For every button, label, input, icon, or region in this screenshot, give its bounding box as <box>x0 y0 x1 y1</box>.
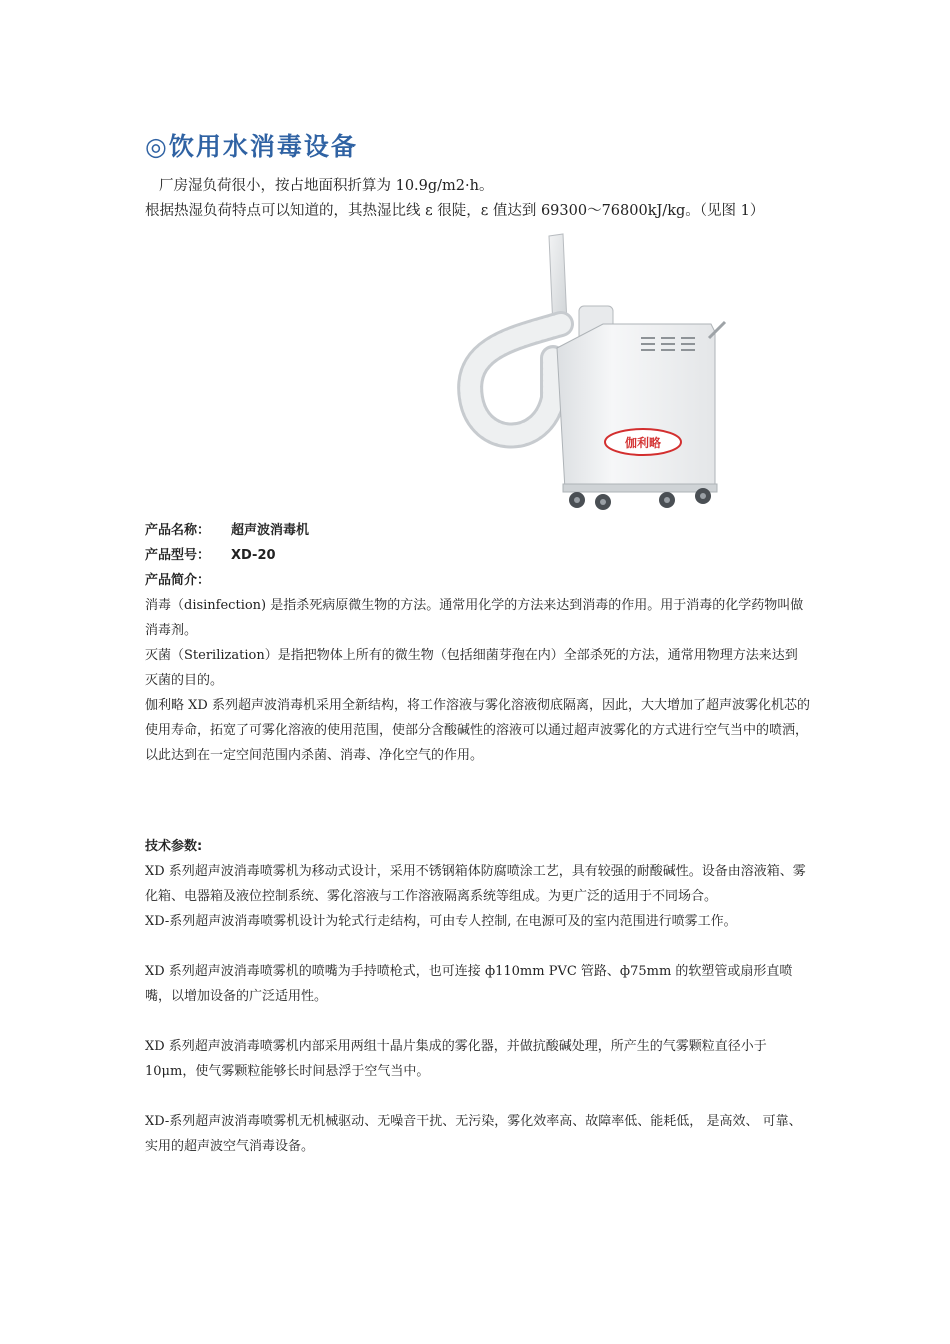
ultrasonic-disinfector-illustration <box>453 228 753 518</box>
document-page <box>145 130 810 1159</box>
brief-paragraph-2: 灭菌（Sterilization）是指把物体上所有的微生物（包括细菌芽孢在内）全部杀死的方法，通常用物理方法来达到灭菌的目的。 <box>145 648 798 688</box>
tech-paragraph-5: XD-系列超声波消毒喷雾机无机械驱动、无噪音干扰、无污染，雾化效率高、故障率低、能耗低， 是高效、 可靠、 实用的超声波空气消毒设备。 <box>145 1114 802 1154</box>
brief-paragraph-1: 消毒（disinfection) 是指杀死病原微生物的方法。通常用化学的方法来达到消毒的作用。用于消毒的化学药物叫做消毒剂。 <box>145 598 804 638</box>
paragraph-spacer <box>145 1084 810 1109</box>
paragraph-spacer <box>145 1009 810 1034</box>
tech-paragraph-4: XD 系列超声波消毒喷雾机内部采用两组十晶片集成的雾化器，并做抗酸碱处理，所产生的气雾颗粒直径小于 10μm，使气雾颗粒能够长时间悬浮于空气当中。 <box>145 1039 767 1079</box>
tech-paragraph-2: XD-系列超声波消毒喷雾机设计为轮式行走结构，可由专人控制, 在电源可及的室内范围进行喷雾工作。 <box>145 914 737 929</box>
paragraph-spacer <box>145 934 810 959</box>
product-name-line <box>145 518 810 543</box>
tech-paragraph-1: XD 系列超声波消毒喷雾机为移动式设计，采用不锈钢箱体防腐喷涂工艺，具有较强的耐酸碱性。设备由溶液箱、雾化箱、电器箱及液位控制系统、雾化溶液与工作溶液隔离系统等组成。为更广泛的适用于不同场合。 <box>145 864 806 904</box>
tech-params-label: 技术参数: <box>145 839 203 854</box>
product-model-line <box>145 543 810 568</box>
product-model-label: 产品型号： <box>145 548 211 563</box>
product-name-label: 产品名称： <box>145 523 211 538</box>
product-model-value: XD-20 <box>231 548 276 563</box>
product-brief-label: 产品简介： <box>145 573 211 588</box>
intro-line-1: 厂房湿负荷很小，按占地面积折算为 10.9g/m2·h。 <box>159 178 494 194</box>
section-spacer <box>145 768 810 834</box>
brand-badge-text: 伽利略 <box>624 436 662 450</box>
brief-paragraph-3: 伽利略 XD 系列超声波消毒机采用全新结构，将工作溶液与雾化溶液彻底隔离，因此，大大增加了超声波雾化机芯的使用寿命，拓宽了可雾化溶液的使用范围，使部分含酸碱性的溶液可以通过超声波雾化的方式进行空气当中的喷洒，以此达到在一定空间范围内杀菌、消毒、净化空气的作用。 <box>145 698 810 763</box>
document-title: ◎饮用水消毒设备 <box>145 132 358 161</box>
intro-line-2: 根据热湿负荷特点可以知道的，其热湿比线 ε 很陡，ε 值达到 69300～76800kJ/kg。（见图 1） <box>145 203 765 219</box>
product-name-value: 超声波消毒机 <box>231 523 310 538</box>
product-image <box>453 228 753 518</box>
tech-paragraph-3: XD 系列超声波消毒喷雾机的喷嘴为手持喷枪式，也可连接 ф110mm PVC 管路、ф75mm 的软塑管或扇形直喷嘴，以增加设备的广泛适用性。 <box>145 964 793 1004</box>
